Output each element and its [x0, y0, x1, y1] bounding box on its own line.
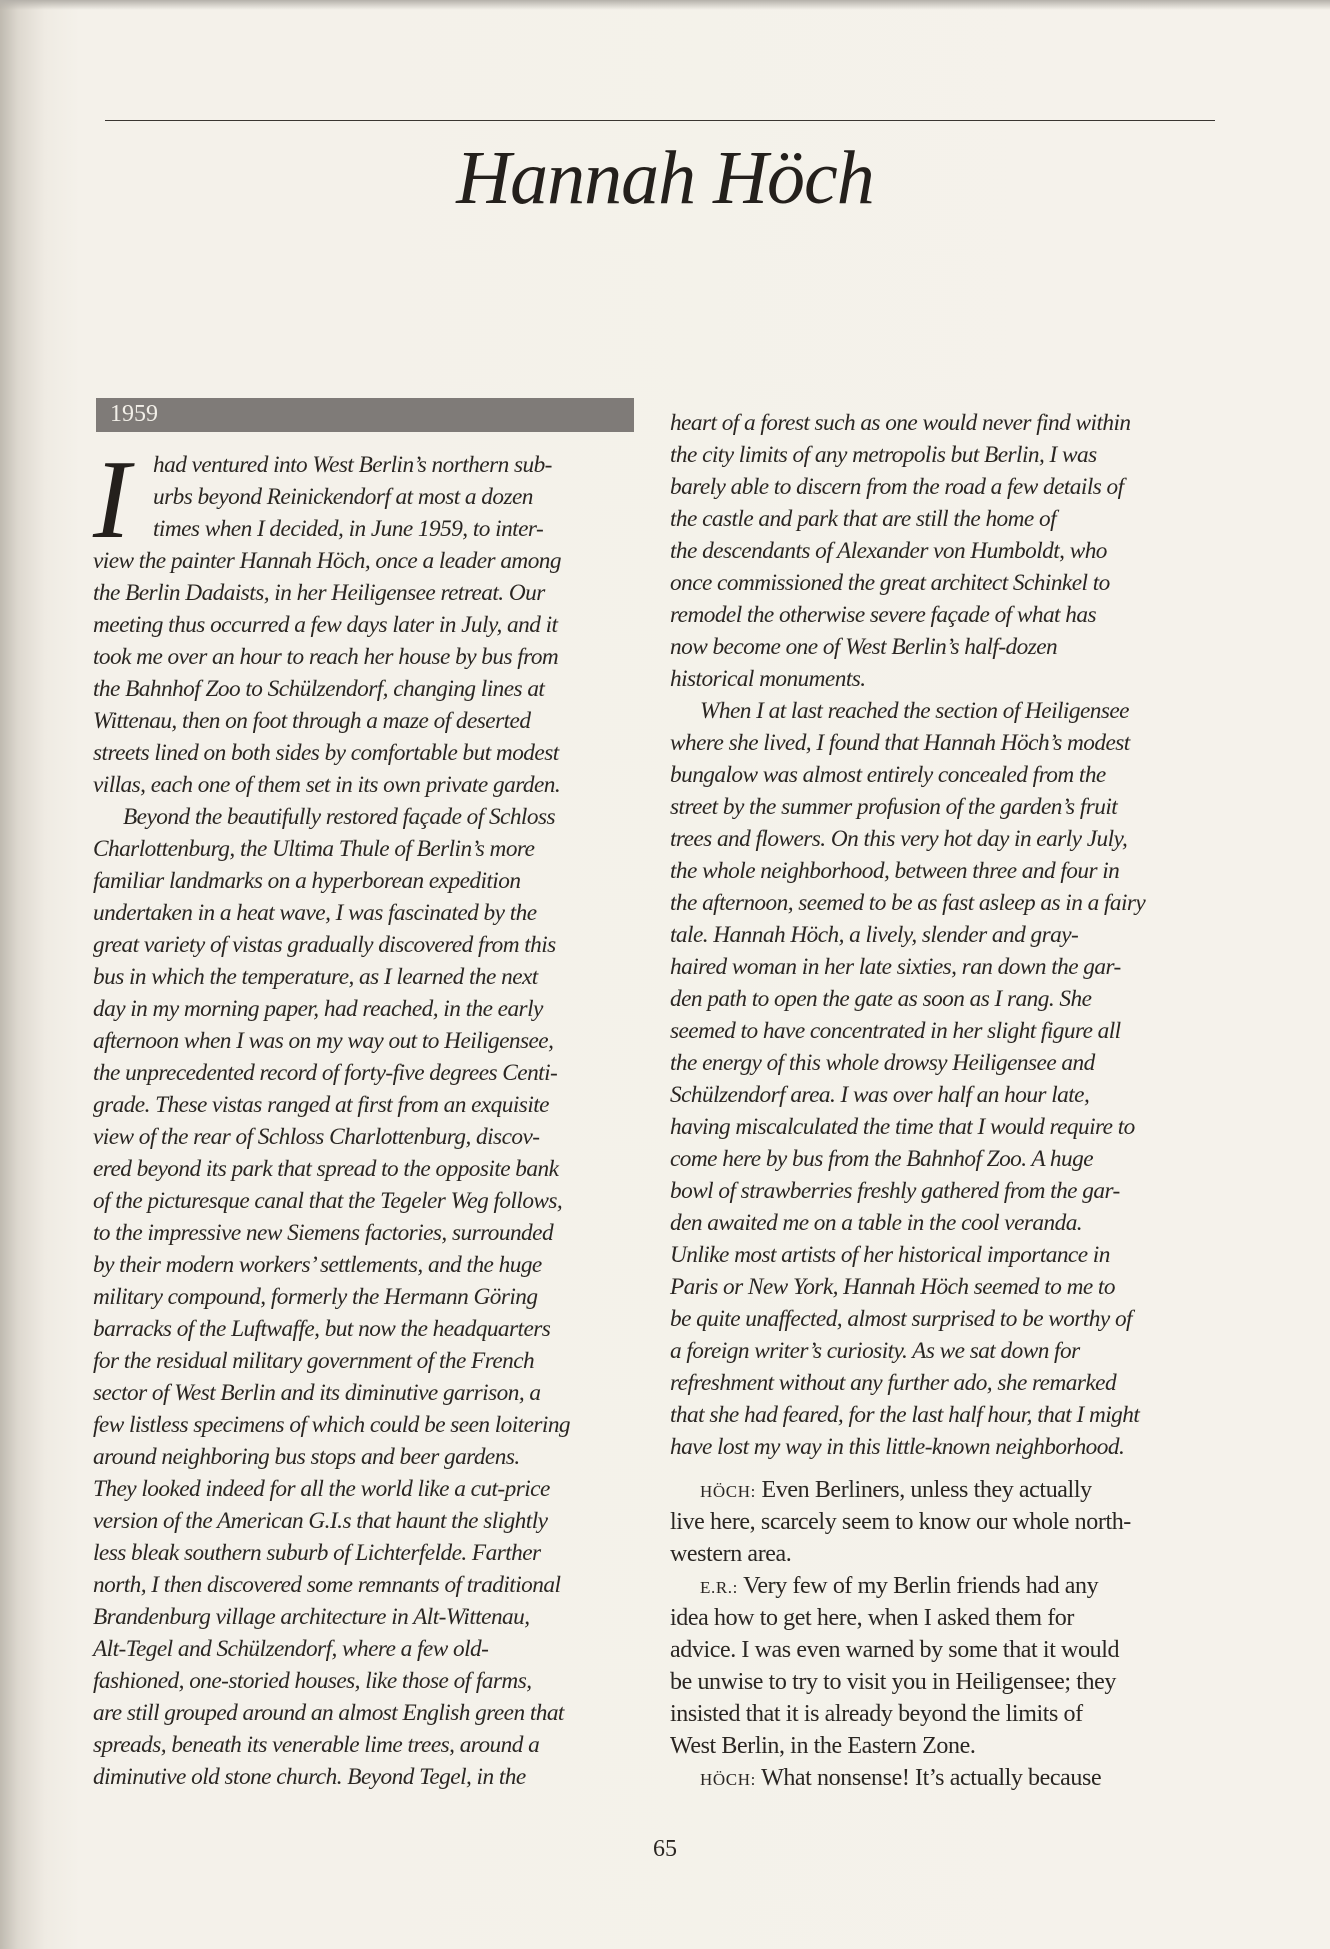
- speech-text: Even Berliners, unless they actually: [761, 1477, 1092, 1503]
- text-line: den path to open the gate as soon as I rang. She: [670, 986, 1092, 1012]
- text-line: remodel the otherwise severe façade of what has: [670, 602, 1096, 628]
- text-line: heart of a forest such as one would never find within: [670, 410, 1131, 436]
- text-line: bus in which the temperature, as I learned the next: [93, 964, 538, 990]
- text-line: meeting thus occurred a few days later in July, and it: [93, 612, 558, 638]
- section-year: 1959: [110, 401, 158, 427]
- right-column: [670, 407, 1230, 1463]
- text-line: idea how to get here, when I asked them for: [670, 1605, 1074, 1631]
- text-line: the descendants of Alexander von Humboldt, who: [670, 538, 1107, 564]
- text-line: great variety of vistas gradually discovered from this: [93, 932, 556, 958]
- speaker-label: HÖCH:: [700, 1770, 756, 1789]
- text-line: historical monuments.: [670, 666, 866, 692]
- text-line: around neighboring bus stops and beer gardens.: [93, 1444, 520, 1470]
- text-line: for the residual military government of the French: [93, 1348, 535, 1374]
- text-line: once commissioned the great architect Schinkel to: [670, 570, 1110, 596]
- text-line: familiar landmarks on a hyperborean expedition: [93, 868, 521, 894]
- text-line: tale. Hannah Höch, a lively, slender and gray-: [670, 922, 1079, 948]
- text-line: They looked indeed for all the world like a cut-price: [93, 1476, 550, 1502]
- text-line: bungalow was almost entirely concealed from the: [670, 762, 1106, 788]
- text-line: afternoon when I was on my way out to Heiligensee,: [93, 1028, 554, 1054]
- text-line: a foreign writer’s curiosity. As we sat down for: [670, 1338, 1080, 1364]
- speech-text: Very few of my Berlin friends had any: [743, 1573, 1099, 1599]
- text-line: Paris or New York, Hannah Höch seemed to me to: [670, 1274, 1115, 1300]
- text-line: live here, scarcely seem to know our whole north-: [670, 1509, 1131, 1535]
- text-line: took me over an hour to reach her house by bus from: [93, 644, 559, 670]
- left-column: [93, 438, 638, 1793]
- text-line: few listless specimens of which could be seen loitering: [93, 1412, 571, 1438]
- text-line: be unwise to try to visit you in Heiligensee; they: [670, 1669, 1116, 1695]
- text-line: trees and flowers. On this very hot day in early July,: [670, 826, 1128, 852]
- text-line: advice. I was even warned by some that it would: [670, 1637, 1120, 1663]
- text-line: diminutive old stone church. Beyond Tegel, in the: [93, 1764, 526, 1790]
- header-rule: [105, 120, 1215, 121]
- text-line: now become one of West Berlin’s half-dozen: [670, 634, 1058, 660]
- text-line: the unprecedented record of forty-five degrees Centi-: [93, 1060, 558, 1086]
- interview-first-line: [670, 1762, 1230, 1794]
- text-line: haired woman in her late sixties, ran down the gar-: [670, 954, 1121, 980]
- text-line: barracks of the Luftwaffe, but now the headquarters: [93, 1316, 551, 1342]
- speaker-label: HÖCH:: [700, 1482, 756, 1501]
- text-line: Schülzendorf area. I was over half an hour late,: [670, 1082, 1090, 1108]
- interview-first-line: [670, 1474, 1230, 1506]
- text-line: view the painter Hannah Höch, once a leader among: [93, 548, 562, 574]
- text-line: insisted that it is already beyond the limits of: [670, 1701, 1083, 1727]
- text-line: the whole neighborhood, between three and four in: [670, 858, 1120, 884]
- text-line: Alt-Tegel and Schülzendorf, where a few old-: [93, 1636, 489, 1662]
- text-line: sector of West Berlin and its diminutive garrison, a: [93, 1380, 541, 1406]
- text-line: less bleak southern suburb of Lichterfelde. Farther: [93, 1540, 541, 1566]
- speech-text: What nonsense! It’s actually because: [761, 1765, 1102, 1791]
- text-line: undertaken in a heat wave, I was fascinated by the: [93, 900, 537, 926]
- text-line: the afternoon, seemed to be as fast asleep as in a fairy: [670, 890, 1146, 916]
- text-line: fashioned, one-storied houses, like those of farms,: [93, 1668, 532, 1694]
- interview-section: [670, 1474, 1230, 1794]
- text-line: barely able to discern from the road a few details of: [670, 474, 1124, 500]
- text-line: had ventured into West Berlin’s northern sub-: [153, 452, 552, 478]
- interview-paragraph: [670, 1570, 1230, 1762]
- text-line: the energy of this whole drowsy Heiligensee and: [670, 1050, 1095, 1076]
- text-line: Wittenau, then on foot through a maze of deserted: [93, 708, 531, 734]
- interview-first-line: [670, 1570, 1230, 1602]
- text-line: the castle and park that are still the home of: [670, 506, 1057, 532]
- text-line: villas, each one of them set in its own private garden.: [93, 772, 561, 798]
- text-line: where she lived, I found that Hannah Höch’s modest: [670, 730, 1130, 756]
- text-line: times when I decided, in June 1959, to inter-: [153, 516, 544, 542]
- text-line: be quite unaffected, almost surprised to be worthy of: [670, 1306, 1132, 1332]
- text-line: that she had feared, for the last half hour, that I might: [670, 1402, 1140, 1428]
- text-line: grade. These vistas ranged at first from an exquisite: [93, 1092, 549, 1118]
- text-line: seemed to have concentrated in her slight figure all: [670, 1018, 1121, 1044]
- text-line: den awaited me on a table in the cool veranda.: [670, 1210, 1083, 1236]
- text-line: When I at last reached the section of Heiligensee: [700, 698, 1129, 724]
- text-line: view of the rear of Schloss Charlottenburg, discov-: [93, 1124, 540, 1150]
- text-line: version of the American G.I.s that haunt the slightly: [93, 1508, 548, 1534]
- text-line: the city limits of any metropolis but Berlin, I was: [670, 442, 1097, 468]
- text-line: bowl of strawberries freshly gathered from the gar-: [670, 1178, 1120, 1204]
- text-line: military compound, formerly the Hermann Göring: [93, 1284, 538, 1310]
- text-line: to the impressive new Siemens factories, surrounded: [93, 1220, 554, 1246]
- text-line: Charlottenburg, the Ultima Thule of Berlin’s more: [93, 836, 535, 862]
- text-line: streets lined on both sides by comfortable but modest: [93, 740, 559, 766]
- text-line: the Berlin Dadaists, in her Heiligensee retreat. Our: [93, 580, 545, 606]
- page-title: Hannah Höch: [456, 136, 874, 220]
- page-number: 65: [653, 1836, 677, 1862]
- text-line: having miscalculated the time that I would require to: [670, 1114, 1135, 1140]
- section-year-bar: [96, 398, 634, 432]
- text-line: the Bahnhof Zoo to Schülzendorf, changing lines at: [93, 676, 545, 702]
- text-line: have lost my way in this little-known neighborhood.: [670, 1434, 1125, 1460]
- text-line: by their modern workers’ settlements, and the huge: [93, 1252, 542, 1278]
- page-top-shadow: [0, 0, 1330, 10]
- text-line: day in my morning paper, had reached, in the early: [93, 996, 543, 1022]
- text-line: are still grouped around an almost English green that: [93, 1700, 564, 1726]
- text-line: Brandenburg village architecture in Alt-Wittenau,: [93, 1604, 530, 1630]
- text-line: street by the summer profusion of the garden’s fruit: [670, 794, 1118, 820]
- speaker-label: E.R.:: [700, 1578, 738, 1597]
- text-line: West Berlin, in the Eastern Zone.: [670, 1733, 976, 1759]
- text-line: Unlike most artists of her historical importance in: [670, 1242, 1110, 1268]
- text-line: western area.: [670, 1541, 792, 1567]
- text-line: ered beyond its park that spread to the opposite bank: [93, 1156, 559, 1182]
- text-line: come here by bus from the Bahnhof Zoo. A huge: [670, 1146, 1094, 1172]
- text-line: refreshment without any further ado, she remarked: [670, 1370, 1117, 1396]
- text-line: spreads, beneath its venerable lime trees, around a: [93, 1732, 540, 1758]
- text-line: Beyond the beautifully restored façade of Schloss: [123, 804, 555, 830]
- text-line: of the picturesque canal that the Tegeler Weg follows,: [93, 1188, 563, 1214]
- text-line: urbs beyond Reinickendorf at most a dozen: [153, 484, 533, 510]
- drop-cap: I: [93, 438, 131, 562]
- interview-paragraph: [670, 1474, 1230, 1570]
- interview-paragraph: [670, 1762, 1230, 1794]
- text-line: north, I then discovered some remnants of traditional: [93, 1572, 561, 1598]
